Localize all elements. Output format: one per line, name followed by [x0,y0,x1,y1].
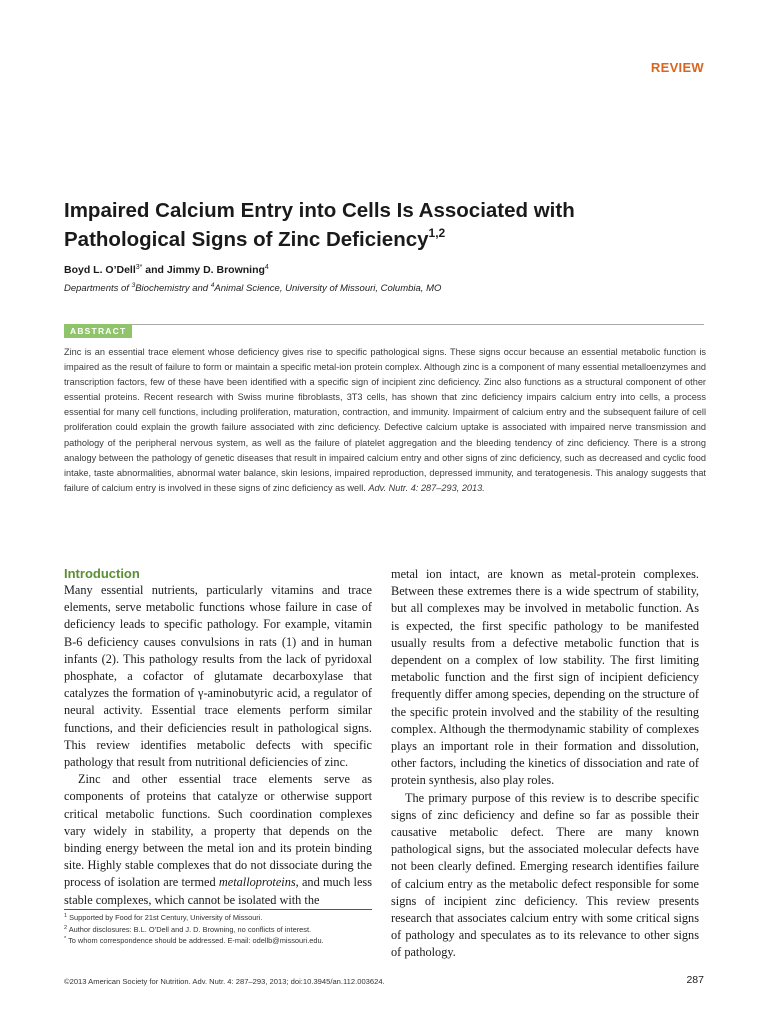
body-paragraph: metal ion intact, are known as metal-protein complexes. Between these extremes there is a wide spectrum of stability, but all complexes may be involved in metabolic function. As is expected, the first specific pathology to be manifested usually results from a defective metabolic function that is dependent on a complex of low stability. The first limiting metabolic function and the first sign of incipient deficiency frequently differ among species, depending on the structure of the specific protein involved and the stability of the resulting complex. Although the thermodynamic stability of complexes plays an important role in their formation and dissolution, other factors, including the kinetics of dissociation and rate of protein synthesis, also play roles. [391,567,699,788]
paragraph-text: Zinc and other essential trace elements serve as components of proteins that catalyze or otherwise support critical metabolic functions. Such coordination complexes vary widely in stability, a property that depends on the binding energy between the metal ion and its protein binding site. Highly stable complexes that do not dissociate during the process of isolation are termed [64,772,372,890]
footnote [64,935,374,947]
footnote-mark: 1 [64,913,68,919]
article-title-text: Impaired Calcium Entry into Cells Is Associated with Pathological Signs of Zinc Deficiency [64,199,575,251]
author-footnote-mark: 3* [135,264,143,271]
affiliation-mark: 3 [131,282,136,289]
section-heading-introduction: Introduction [64,566,140,581]
abstract-body: Zinc is an essential trace element whose deficiency gives rise to specific pathological signs. These signs occur because an essential metabolic function is impaired as the result of failure to form or maintain a specific metal-ion protein complex. Although zinc is a component of many essential metalloenzymes and transcription factors, few of these have been identified with a specific sign of incipient zinc deficiency. Zinc also functions as a structural component of other essential proteins. Recent research with Swiss murine fibroblasts, 3T3 cells, has shown that zinc deficiency impairs calcium entry into cells, a process essential for many cell functions, including proliferation, maturation, contraction, and immunity. Impairment of calcium entry and the subsequent failure of cell proliferation could explain the growth failure associated with zinc deficiency. Defective calcium uptake is associated with impaired nerve transmission and pathology of the peripheral nervous system, as well as the failure of platelet aggregation and the bleeding tendency of zinc deficiency. There is a strong analogy between the pathology of genetic diseases that result in impaired calcium entry and other signs of zinc deficiency, such as decreased and cyclic food intake, taste abnormalities, abnormal water balance, skin lesions, impaired reproduction, depressed immunity, and teratogenesis. This analogy suggests that failure of calcium entry is involved in these signs of zinc deficiency as well. [64,347,706,493]
abstract-text [64,345,706,496]
abstract-citation: Adv. Nutr. 4: 287–293, 2013. [368,482,485,493]
affiliation [64,283,441,294]
footnote-text: Supported by Food for 21st Century, University of Missouri. [69,913,263,922]
page-number: 287 [686,974,704,986]
footnote-text: To whom correspondence should be addressed. E-mail: odellb@missouri.edu. [68,936,324,945]
author-name: Jimmy D. Browning [166,264,265,276]
footnote-divider [64,909,372,910]
paragraph-text: , and much less stable complexes, which cannot be isolated with the [64,875,372,907]
body-paragraph: Many essential nutrients, particularly vitamins and trace elements, serve metabolic functions whose failure in case of deficiency leads to specific pathology. For example, vitamin B-6 deficiency causes convulsions in rats (1) and in human infants (2). This pathology results from the lack of pyridoxal phosphate, a cofactor of glutamate decarboxylase that catalyzes the formation of γ-aminobutyric acid, a regulator of neural activity. Essential trace elements perform similar functions, and their deficiencies result in pathological signs. This review identifies metabolic defects with specific pathology that result from nutritional deficiencies of zinc. [64,583,372,770]
body-column-right [391,566,699,962]
article-title [64,196,684,254]
footnotes [64,912,374,947]
footnote-mark: 2 [64,924,68,931]
emphasized-term: metalloproteins [218,875,296,890]
body-column-left [64,565,372,909]
title-footnote-marks: 1,2 [428,226,446,240]
affiliation-dept: Biochemistry and [135,283,211,294]
footnote-text: Author disclosures: B.L. O’Dell and J. D. Browning, no conflicts of interest. [68,924,312,934]
body-paragraph [64,771,372,909]
footnote [64,924,374,936]
author-name: Boyd L. O’Dell [64,264,136,276]
footnote [64,912,374,924]
footnote-mark: * [64,936,67,942]
affiliation-mark: 4 [210,282,215,289]
abstract-label: ABSTRACT [64,324,132,338]
author-footnote-mark: 4 [264,264,269,271]
author-conjunction: and [142,264,167,276]
affiliation-dept: Animal Science, University of Missouri, Columbia, MO [214,283,442,294]
body-paragraph: The primary purpose of this review is to describe specific signs of zinc deficiency and define so far as possible their causative metabolic defect. There are many known pathological signs, but the associated molecular defects have not been clearly defined. Emerging research identifies failure of calcium entry as the metabolic defect responsible for some signs of incipient zinc deficiency. This review presents research that associates calcium entry with some critical signs of pathology and speculates as to its relevance to other signs of pathology. [391,790,699,960]
author-list [64,264,269,276]
abstract-divider [64,324,704,325]
affiliation-prefix: Departments of [64,283,132,294]
page-footer-citation: ©2013 American Society for Nutrition. Adv. Nutr. 4: 287–293, 2013; doi:10.3945/an.112.003624. [64,977,385,986]
section-label: REVIEW [650,60,704,75]
